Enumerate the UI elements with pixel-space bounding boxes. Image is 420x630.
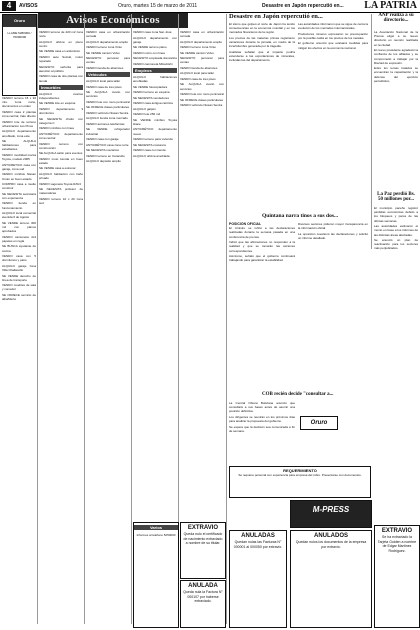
anulados-text: Quedan nulos los documentos de la empresa por extravío. — [295, 540, 367, 549]
classifieds-banner: Avisos Económicos — [38, 13, 188, 28]
article-text-4 — [298, 222, 368, 240]
article-paragraph: Se espera que la decisión sea comunicada a fin de semana. — [229, 424, 295, 433]
classified-ad: VENDO terreno zona Vinto — [180, 45, 216, 50]
article-text-3 — [229, 226, 295, 262]
article-paragraph: Asimismo, señaló que el gobierno continuará trabajando para garantizar la estabilidad. — [229, 254, 295, 263]
classified-ad: VENDO minibús Nissan Urvan en buen estado — [2, 172, 36, 181]
column-divider — [371, 14, 372, 249]
article-paragraph: El municipio paceño registró pérdidas económicas debido a los bloqueos y paros de las últimas semanas. — [374, 206, 418, 223]
classified-ad: VENDO tienda de abarrotes — [86, 65, 124, 70]
classified-ad: ALQUILO garaje zona Villa Challacollo — [2, 263, 36, 273]
classified-list-3 — [86, 30, 130, 163]
classified-ad: SE VENDE lote en esquina — [39, 101, 76, 106]
article-paragraph: El sismo que golpeó el norte de Japón ha tenido consecuencias en la economía mundial y en los mercados financieros de la región. — [229, 22, 295, 35]
classified-ad: VENDO tienda en funcionamiento — [2, 201, 36, 210]
classified-ad: VENDO auto Suzuki, motor reparado — [39, 54, 83, 64]
issue-date: Oruro, martes 15 de marzo de 2011 — [118, 3, 198, 9]
classified-ad: ALQUILO oficina en pleno centro — [39, 39, 83, 48]
section-name: AVISOS — [19, 3, 38, 9]
article-column-1 — [229, 22, 295, 212]
classified-ad: VENDO tienda de abarrotes — [180, 65, 218, 70]
classified-ad: ANTICRETICO casa con garaje, zona sud — [2, 162, 36, 171]
classified-ad: VENDO vehículo Nissan Sentra — [86, 110, 129, 115]
classified-ad: VENDO movilidad marca Toyota, modelo 2005 — [2, 152, 36, 162]
classified-ad: SE NECESITA secretaria con experiencia — [2, 191, 36, 200]
extravio-text: Queda nulo el certificado de nacimiento extraviado a nombre de su titular. — [183, 532, 223, 545]
classified-ad: VENDO micro con línea — [133, 50, 165, 55]
classified-ad: VENDO camioneta Mitsubishi — [133, 61, 173, 66]
classified-list-4 — [133, 30, 177, 158]
classified-ad: VENDO casa en urbanización cerrada — [180, 30, 224, 39]
classified-ad: VENDO camioneta 4x4 papeles en regla — [2, 234, 36, 243]
article-column-4 — [298, 222, 368, 392]
right-text-2 — [374, 206, 418, 251]
column-divider — [131, 14, 132, 624]
anulados-box — [290, 530, 372, 628]
classified-ad: VENDO terreno para vivienda — [133, 137, 173, 142]
ad-text: LLAME 5280000 / 70000000 — [7, 31, 32, 39]
newspaper-brand: LA PATRIA — [364, 0, 417, 11]
category-label: Empleos — [133, 68, 177, 73]
page-number: 4 — [2, 1, 16, 11]
article-subhead: Quintana narra tinos a sus dos... — [262, 213, 339, 219]
classified-ad: ALQUILO departamento amplio — [180, 39, 223, 44]
classified-ad: SE VENDE refrigerador industrial — [86, 127, 130, 136]
classified-ad: SE OFRECE clases particulares — [180, 97, 224, 102]
classified-ad: VENDO lote con muro perimetral — [86, 99, 130, 104]
classified-ad: VENDO vagoneta Toyota RAV4 — [39, 181, 81, 186]
classified-ad: SE OFRECE servicio de albañilería — [2, 292, 36, 302]
extravio-title-2: EXTRAVIO — [381, 528, 413, 534]
classified-ad: SE ALQUILA cuarto con servicios — [86, 90, 130, 99]
classified-ad: VENDO terreno 15 x 30 mts. zona norte, documentos en orden — [2, 96, 36, 109]
classified-ad: ALQUILO tienda zona mercado — [86, 116, 128, 121]
bottom-ad-text: Informes al teléfono 5250000 — [136, 533, 176, 537]
classified-ad: SE BUSCA ayudante de cocina — [2, 244, 36, 253]
article-paragraph: Los dirigentes se reunirán en los próximos días para analizar la propuesta del gobierno. — [229, 414, 295, 424]
article-paragraph: Productores mineros expresaron su preocupación por la posible caída en los precios de los metales. — [298, 31, 368, 40]
classified-column-5 — [180, 30, 224, 520]
anulada-text: Queda nula la Factura N° 000107 por haberse extraviado. — [183, 590, 223, 603]
article-subhead-2: COB recién decide "consultar a... — [262, 392, 334, 397]
classified-ad: VENDO acciones telefónicas — [86, 121, 125, 126]
classified-ad: ALQUILO local comercial avenida 6 de Agosto — [2, 211, 36, 220]
classified-ad: VENDO lote de terreno urbanizacion Los Pinos — [2, 119, 36, 128]
classified-ad: SE OFRECE clases particulares — [86, 105, 130, 110]
classified-ad: ALQUILO galpón — [133, 106, 156, 111]
category-label: Inmuebles — [39, 85, 83, 90]
classified-column-1 — [2, 96, 36, 624]
classified-ad: NECESITO personal para ventas — [86, 56, 130, 65]
requerimiento-title: REQUERIMIENTO — [283, 468, 317, 473]
classified-ad: NECESITO señorita para atención al público — [39, 64, 83, 73]
classified-ad: ANTICRÉTICO casa zona norte — [86, 142, 129, 147]
classified-ad: ANTICRÉTICO departamento zona central — [39, 131, 83, 141]
article-column-5 — [229, 401, 295, 461]
ad-logo-bar: Oruro — [3, 15, 36, 27]
page-header — [0, 0, 420, 13]
article-paragraph: El nuevo presidente agradeció la confianza de los afiliados y se comprometió a trabajar por la libertad de expresión. — [374, 48, 418, 65]
classified-ad: SE VENDE derecho de línea de transporte — [2, 273, 36, 282]
anuladas-title: ANULADAS — [241, 533, 275, 539]
classified-ad: VENDO casa antigua céntrica — [133, 101, 173, 106]
top-left-ad — [2, 14, 37, 96]
classified-ad: SE NECESITA costurera — [133, 142, 166, 147]
article-paragraph: La Central Obrera Boliviana anunció que consultará a sus bases antes de asumir una posición definitiva. — [229, 401, 295, 414]
article-text-1 — [229, 22, 295, 62]
article-paragraph: Entre los temas tratados se encuentran la capacitación y la defensa del ejercicio periodístico. — [374, 66, 418, 83]
classified-ad: SE ALQUILA salón para eventos — [39, 151, 83, 156]
classified-ad: SE ALQUILA habitaciones para estudiantes — [2, 139, 36, 152]
oruro-ad: Oruro — [300, 416, 338, 430]
classified-ad: VENDO casa con tienda — [133, 148, 166, 153]
classified-ad: VENDO casa con garaje — [86, 137, 119, 142]
classified-ad: VENDO lote con muro perimetral — [180, 92, 224, 97]
classified-ad: SE VENDE camión Volvo — [86, 50, 120, 55]
anulada-title: ANULADA — [188, 583, 218, 589]
article-paragraph: Las autoridades estimaron el monto en base a los informes de las distintas áreas afectadas. — [374, 224, 418, 237]
article-text-5 — [229, 401, 295, 433]
requerimiento-text: Se requiere personal con experiencia para empresa del rubro. Presentarse con documentos. — [238, 473, 362, 477]
article-paragraph: Diversos sectores pidieron mayor transparencia en la información oficial. — [298, 222, 368, 231]
classified-ad: ALQUILO local para taller — [180, 71, 215, 76]
right-headline-2: La Paz perdió Bs. 50 millones por... — [377, 192, 415, 202]
article-title: Desastre en Japón repercutió en... — [229, 13, 323, 20]
classified-ad: VENDO muebles de sala y comedor — [2, 283, 36, 292]
extravio-box-2 — [374, 525, 420, 628]
classified-ad: VENDO terreno de 420 m2 zona norte — [39, 30, 83, 39]
classified-column-4 — [133, 30, 177, 520]
classified-ad: SE VENDE terreno plano — [133, 45, 167, 50]
article-paragraph: El gobierno anunció que evaluará medidas para mitigar los efectos en la economía nacional. — [298, 41, 368, 50]
article-column-3 — [229, 222, 295, 392]
classified-ad: ALQUILO habitación con baño privado — [39, 171, 83, 181]
classified-ad: ALQUILO habitaciones amobladas — [133, 74, 177, 84]
classified-ad: VENDO casa de tres pisos — [86, 84, 122, 89]
extravio-text-2: Se ha extraviado la Tarjeta Golden a nombre de Edgar Martínez Rodríguez. — [377, 535, 417, 553]
article-paragraph: La oposición cuestionó las declaraciones y solicitó un informe detallado. — [298, 231, 368, 240]
classified-ad: SE NECESITA vendedores — [133, 95, 169, 100]
classified-ad: ALQUILO cuartos independientes — [39, 91, 83, 100]
article-text-2 — [298, 22, 368, 50]
section-heading: POSICIÓN OFICIAL — [229, 222, 262, 226]
classified-ad: NECESITO empleada doméstica — [133, 56, 177, 61]
classified-ad: VENDO vehículo Nissan Sentra — [180, 103, 223, 108]
classified-ad: VENDO moto Honda en buen estado — [39, 156, 83, 165]
top-headline: Desastre en Japón repercutió en... — [262, 3, 344, 9]
extravio-box-1 — [180, 522, 226, 579]
article-column-2 — [298, 22, 368, 212]
classified-ad: VENDO minibús con línea — [39, 126, 74, 131]
column-divider — [226, 14, 227, 624]
classified-column-3 — [86, 30, 130, 624]
classified-ad: VENDO departamento 3 dormitorios — [39, 106, 83, 116]
article-paragraph: La Asociación Nacional de la Prensa eligió a su nuevo directorio en reunión realizada en la ciudad. — [374, 30, 418, 47]
classified-ad: SE NECESITA profesor de matemáticas — [39, 187, 83, 196]
article-paragraph: Analistas señalan que el impacto podría extenderse a las exportaciones de minerales, incluidas las del departamento. — [229, 49, 295, 63]
classified-ad: ALQUILO departamento amplio — [86, 39, 129, 44]
classified-ad: SE VENDE camión Volvo — [180, 50, 214, 55]
classified-ad: SE ALQUILA cuarto con servicios — [180, 82, 224, 91]
anuladas-text: Quedan nulas las Facturas N° 000001 al 000050 por extravío. — [233, 540, 283, 549]
anulados-title: ANULADOS — [314, 533, 348, 539]
classified-list-5 — [180, 30, 224, 107]
mpress-logo: M-PRESS — [312, 505, 350, 514]
classified-ad: VENDO terreno en Caracollo — [86, 153, 125, 158]
classified-ad: VENDO casa con 5 dormitorios y patio — [2, 254, 36, 263]
article-paragraph: El ministro se refirió a las declaraciones realizadas durante la semana pasada en una conferencia de prensa. — [229, 226, 295, 239]
classified-ad: COMPRO casa a medio construir — [2, 182, 36, 191]
category-label: Varios — [134, 525, 178, 530]
article-paragraph: Los precios de las materias primas registraron variaciones durante la jornada, en medio de la incertidumbre generada por la tragedia. — [229, 35, 295, 49]
classified-ad: ALQUILO depósito amplio — [86, 159, 121, 164]
classified-ad: SE VENDE minibús Toyota Hiace — [133, 117, 177, 126]
classified-ad: SE NECESITA mecánico — [86, 148, 120, 153]
classified-ad: VENDO terreno 10 x 20 zona sud — [39, 196, 83, 206]
anulada-box-1 — [180, 580, 226, 628]
classified-ad: ALQUILO oficina amoblada — [133, 153, 170, 158]
classified-ad: SE VENDE fotocopiadora — [133, 84, 168, 89]
classified-ad: VENDO terreno en esquina — [133, 90, 170, 95]
mpress-ad — [290, 500, 372, 528]
classified-ad: ANTICRÉTICO departamento nuevo — [133, 127, 177, 136]
anuladas-box — [229, 530, 287, 628]
category-label: Vehículos — [86, 72, 130, 77]
classified-ad: ALQUILO local para taller — [86, 79, 121, 84]
right-column-text-2 — [374, 206, 418, 466]
column-divider — [37, 14, 38, 624]
classified-ad: VENDO casa de tres pisos — [180, 76, 216, 81]
article-paragraph: Indicó que las afirmaciones no responden a la realidad y que se tomarán las acciones correspondientes. — [229, 240, 295, 253]
classified-ad: ALQUILO departamento con garaje — [133, 35, 177, 44]
classified-ad: VENDO casa 2 plantas zona central, trato directo — [2, 109, 36, 119]
article-paragraph: Se anunció un plan de reactivación para los sectores más perjudicados. — [374, 238, 418, 251]
bottom-ad — [133, 522, 179, 628]
column-divider — [84, 14, 85, 624]
classified-ad: SE VENDE terreno 300 m2 con planos aprobados — [2, 220, 36, 234]
classified-ad: SE VENDE casa en anticrético — [39, 49, 81, 54]
classified-ad: VENDO terreno zona Vinto — [86, 45, 122, 50]
extravio-title: EXTRAVIO — [187, 525, 219, 531]
classified-ad: VENDO casa zona San José — [133, 30, 172, 34]
classified-column-2 — [39, 30, 83, 624]
requerimiento-box — [229, 466, 371, 498]
classified-ad: SE VENDE casa a estrenar — [39, 166, 76, 171]
classified-ad: SE NECESITA chofer con categoría C — [39, 116, 83, 125]
classified-ad: VENDO lote 250 m2 — [133, 112, 161, 117]
classified-ad: VENDO terreno con construcción — [39, 141, 83, 150]
right-headline-1: ANP realiza a su directorio... — [378, 13, 414, 23]
classified-list-1 — [2, 96, 36, 301]
right-text-1 — [374, 30, 418, 83]
classified-ad: VENDO casa de dos plantas con tienda — [39, 74, 83, 83]
classified-ad: NECESITO personal para ventas — [180, 56, 224, 65]
classified-list-2 — [39, 30, 83, 205]
article-paragraph: Las autoridades informaron que se sigue de cerca la evolución de los mercados internacionales. — [298, 22, 368, 31]
classified-ad: VENDO casa en urbanización cerrada — [86, 30, 130, 39]
classified-ad: ALQUILO departamento amoblado, zona este — [2, 129, 36, 138]
right-column-text-1 — [374, 30, 418, 190]
